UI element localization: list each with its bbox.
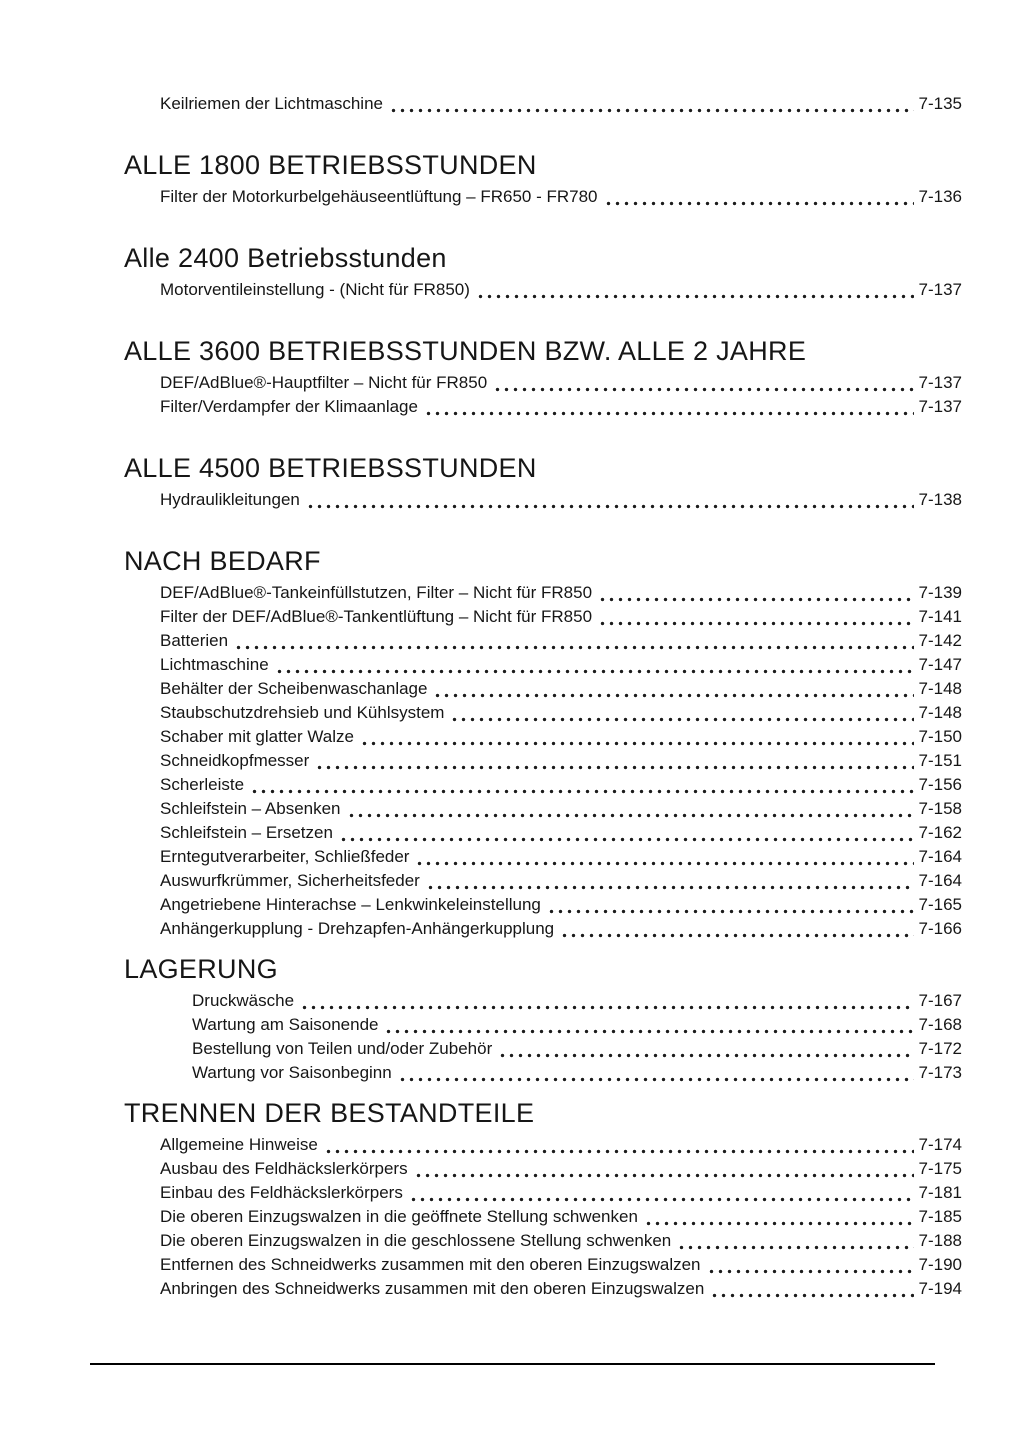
entry-label: Lichtmaschine [160, 655, 269, 674]
entry-label: Behälter der Scheibenwaschanlage [160, 679, 428, 698]
dot-leader [315, 752, 913, 770]
dot-leader [306, 491, 914, 509]
dot-leader [560, 920, 913, 938]
section-heading: TRENNEN DER BESTANDTEILE [124, 1098, 535, 1128]
entry-label: Allgemeine Hinweise [160, 1135, 318, 1154]
entry-page-number: 7-137 [918, 280, 962, 299]
dot-leader [398, 1064, 914, 1082]
toc-entry [124, 653, 962, 677]
entry-label: Filter/Verdampfer der Klimaanlage [160, 397, 418, 416]
entry-label: Anhängerkupplung - Drehzapfen-Anhängerkupplung [160, 919, 555, 938]
entry-page-number: 7-172 [918, 1039, 962, 1058]
entry-page-number: 7-138 [918, 490, 962, 509]
entry-page-number: 7-137 [918, 397, 962, 416]
entry-page-number: 7-147 [918, 655, 962, 674]
section-heading: LAGERUNG [124, 954, 278, 984]
toc-entry [124, 1157, 962, 1181]
dot-leader [234, 632, 913, 650]
entry-label: Ausbau des Feldhäckslerkörpers [160, 1159, 408, 1178]
footer-rule [90, 1363, 935, 1365]
entry-label: Angetriebene Hinterachse – Lenkwinkeleinstellung [160, 895, 541, 914]
entry-label: Schleifstein – Ersetzen [160, 823, 333, 842]
toc-section [124, 92, 962, 116]
dot-leader [389, 95, 914, 113]
dot-leader [424, 398, 914, 416]
entry-label: Scherleiste [160, 775, 245, 794]
toc-entry [124, 893, 962, 917]
dot-leader [414, 1160, 914, 1178]
dot-leader [250, 776, 913, 794]
dot-leader [476, 281, 914, 299]
dot-leader [707, 1256, 914, 1274]
entry-label: Hydraulikleitungen [160, 490, 300, 509]
entry-page-number: 7-181 [918, 1183, 962, 1202]
entry-label: Die oberen Einzugswalzen in die geöffnete Stellung schwenken [160, 1207, 638, 1226]
dot-leader [450, 704, 913, 722]
entry-label: Staubschutzdrehsieb und Kühlsystem [160, 703, 445, 722]
toc-entry [124, 989, 962, 1013]
entry-label: Bestellung von Teilen und/oder Zubehör [192, 1039, 493, 1058]
toc-entry [124, 371, 962, 395]
entry-label: Entfernen des Schneidwerks zusammen mit den oberen Einzugswalzen [160, 1255, 701, 1274]
entry-page-number: 7-142 [918, 631, 962, 650]
toc-section [124, 954, 962, 1085]
dot-leader [360, 728, 914, 746]
section-heading: Alle 2400 Betriebsstunden [124, 243, 447, 273]
toc [124, 92, 962, 1301]
dot-leader [604, 188, 914, 206]
entry-label: Motorventileinstellung - (Nicht für FR850) [160, 280, 470, 299]
entry-page-number: 7-156 [918, 775, 962, 794]
toc-entry [124, 1205, 962, 1229]
entry-page-number: 7-167 [918, 991, 962, 1010]
entry-page-number: 7-185 [918, 1207, 962, 1226]
entry-label: DEF/AdBlue®-Tankeinfüllstutzen, Filter – Nicht für FR850 [160, 583, 593, 602]
dot-leader [498, 1040, 913, 1058]
dot-leader [324, 1136, 914, 1154]
toc-entry [124, 1037, 962, 1061]
dot-leader [415, 848, 913, 866]
entry-page-number: 7-174 [918, 1135, 962, 1154]
toc-entry [124, 1229, 962, 1253]
entry-label: DEF/AdBlue®-Hauptfilter – Nicht für FR850 [160, 373, 488, 392]
entry-label: Erntegutverarbeiter, Schließfeder [160, 847, 410, 866]
entry-label: Schneidkopfmesser [160, 751, 310, 770]
toc-entry [124, 725, 962, 749]
toc-entry [124, 185, 962, 209]
entry-page-number: 7-190 [918, 1255, 962, 1274]
dot-leader [598, 584, 913, 602]
entry-page-number: 7-151 [918, 751, 962, 770]
toc-section [124, 150, 962, 209]
toc-section [124, 243, 962, 302]
toc-entry [124, 773, 962, 797]
entry-label: Anbringen des Schneidwerks zusammen mit den oberen Einzugswalzen [160, 1279, 705, 1298]
entry-page-number: 7-168 [918, 1015, 962, 1034]
entry-label: Druckwäsche [192, 991, 295, 1010]
entry-page-number: 7-175 [918, 1159, 962, 1178]
dot-leader [275, 656, 914, 674]
entry-label: Einbau des Feldhäckslerkörpers [160, 1183, 403, 1202]
section-heading: ALLE 1800 BETRIEBSSTUNDEN [124, 150, 537, 180]
entry-label: Filter der DEF/AdBlue®-Tankentlüftung – Nicht für FR850 [160, 607, 593, 626]
dot-leader [300, 992, 913, 1010]
entry-page-number: 7-141 [918, 607, 962, 626]
toc-entry [124, 845, 962, 869]
entry-label: Wartung am Saisonende [192, 1015, 379, 1034]
dot-leader [433, 680, 913, 698]
entry-page-number: 7-164 [918, 847, 962, 866]
entry-page-number: 7-166 [918, 919, 962, 938]
toc-entry [124, 701, 962, 725]
entry-label: Die oberen Einzugswalzen in die geschlossene Stellung schwenken [160, 1231, 672, 1250]
entry-page-number: 7-188 [918, 1231, 962, 1250]
toc-section [124, 336, 962, 419]
entry-page-number: 7-150 [918, 727, 962, 746]
toc-entry [124, 629, 962, 653]
entry-page-number: 7-148 [918, 679, 962, 698]
dot-leader [426, 872, 914, 890]
section-heading: NACH BEDARF [124, 546, 321, 576]
toc-entry [124, 677, 962, 701]
toc-entry [124, 488, 962, 512]
dot-leader [547, 896, 914, 914]
entry-label: Batterien [160, 631, 229, 650]
toc-section [124, 546, 962, 941]
toc-entry [124, 1013, 962, 1037]
entry-label: Filter der Motorkurbelgehäuseentlüftung – FR650 - FR780 [160, 187, 598, 206]
dot-leader [347, 800, 914, 818]
entry-page-number: 7-135 [918, 94, 962, 113]
entry-page-number: 7-162 [918, 823, 962, 842]
dot-leader [384, 1016, 913, 1034]
entry-label: Auswurfkrümmer, Sicherheitsfeder [160, 871, 420, 890]
entry-page-number: 7-164 [918, 871, 962, 890]
toc-entry [124, 821, 962, 845]
entry-label: Keilriemen der Lichtmaschine [160, 94, 383, 113]
dot-leader [598, 608, 913, 626]
toc-entry [124, 278, 962, 302]
toc-entry [124, 581, 962, 605]
dot-leader [710, 1280, 913, 1298]
toc-entry [124, 749, 962, 773]
entry-page-number: 7-137 [918, 373, 962, 392]
toc-entry [124, 395, 962, 419]
toc-entry [124, 92, 962, 116]
entry-page-number: 7-139 [918, 583, 962, 602]
dot-leader [644, 1208, 914, 1226]
toc-entry [124, 1181, 962, 1205]
dot-leader [493, 374, 913, 392]
toc-entry [124, 1133, 962, 1157]
entry-label: Schaber mit glatter Walze [160, 727, 354, 746]
toc-entry [124, 869, 962, 893]
entry-page-number: 7-136 [918, 187, 962, 206]
entry-page-number: 7-194 [918, 1279, 962, 1298]
entry-page-number: 7-173 [918, 1063, 962, 1082]
toc-entry [124, 1253, 962, 1277]
toc-entry [124, 605, 962, 629]
toc-entry [124, 1061, 962, 1085]
toc-entry [124, 917, 962, 941]
entry-label: Schleifstein – Absenken [160, 799, 341, 818]
dot-leader [409, 1184, 914, 1202]
entry-label: Wartung vor Saisonbeginn [192, 1063, 392, 1082]
toc-entry [124, 797, 962, 821]
entry-page-number: 7-158 [918, 799, 962, 818]
entry-page-number: 7-165 [918, 895, 962, 914]
dot-leader [677, 1232, 913, 1250]
section-heading: ALLE 3600 BETRIEBSSTUNDEN BZW. ALLE 2 JAHRE [124, 336, 807, 366]
toc-section [124, 1098, 962, 1301]
section-heading: ALLE 4500 BETRIEBSSTUNDEN [124, 453, 537, 483]
toc-section [124, 453, 962, 512]
entry-page-number: 7-148 [918, 703, 962, 722]
toc-entry [124, 1277, 962, 1301]
dot-leader [339, 824, 914, 842]
